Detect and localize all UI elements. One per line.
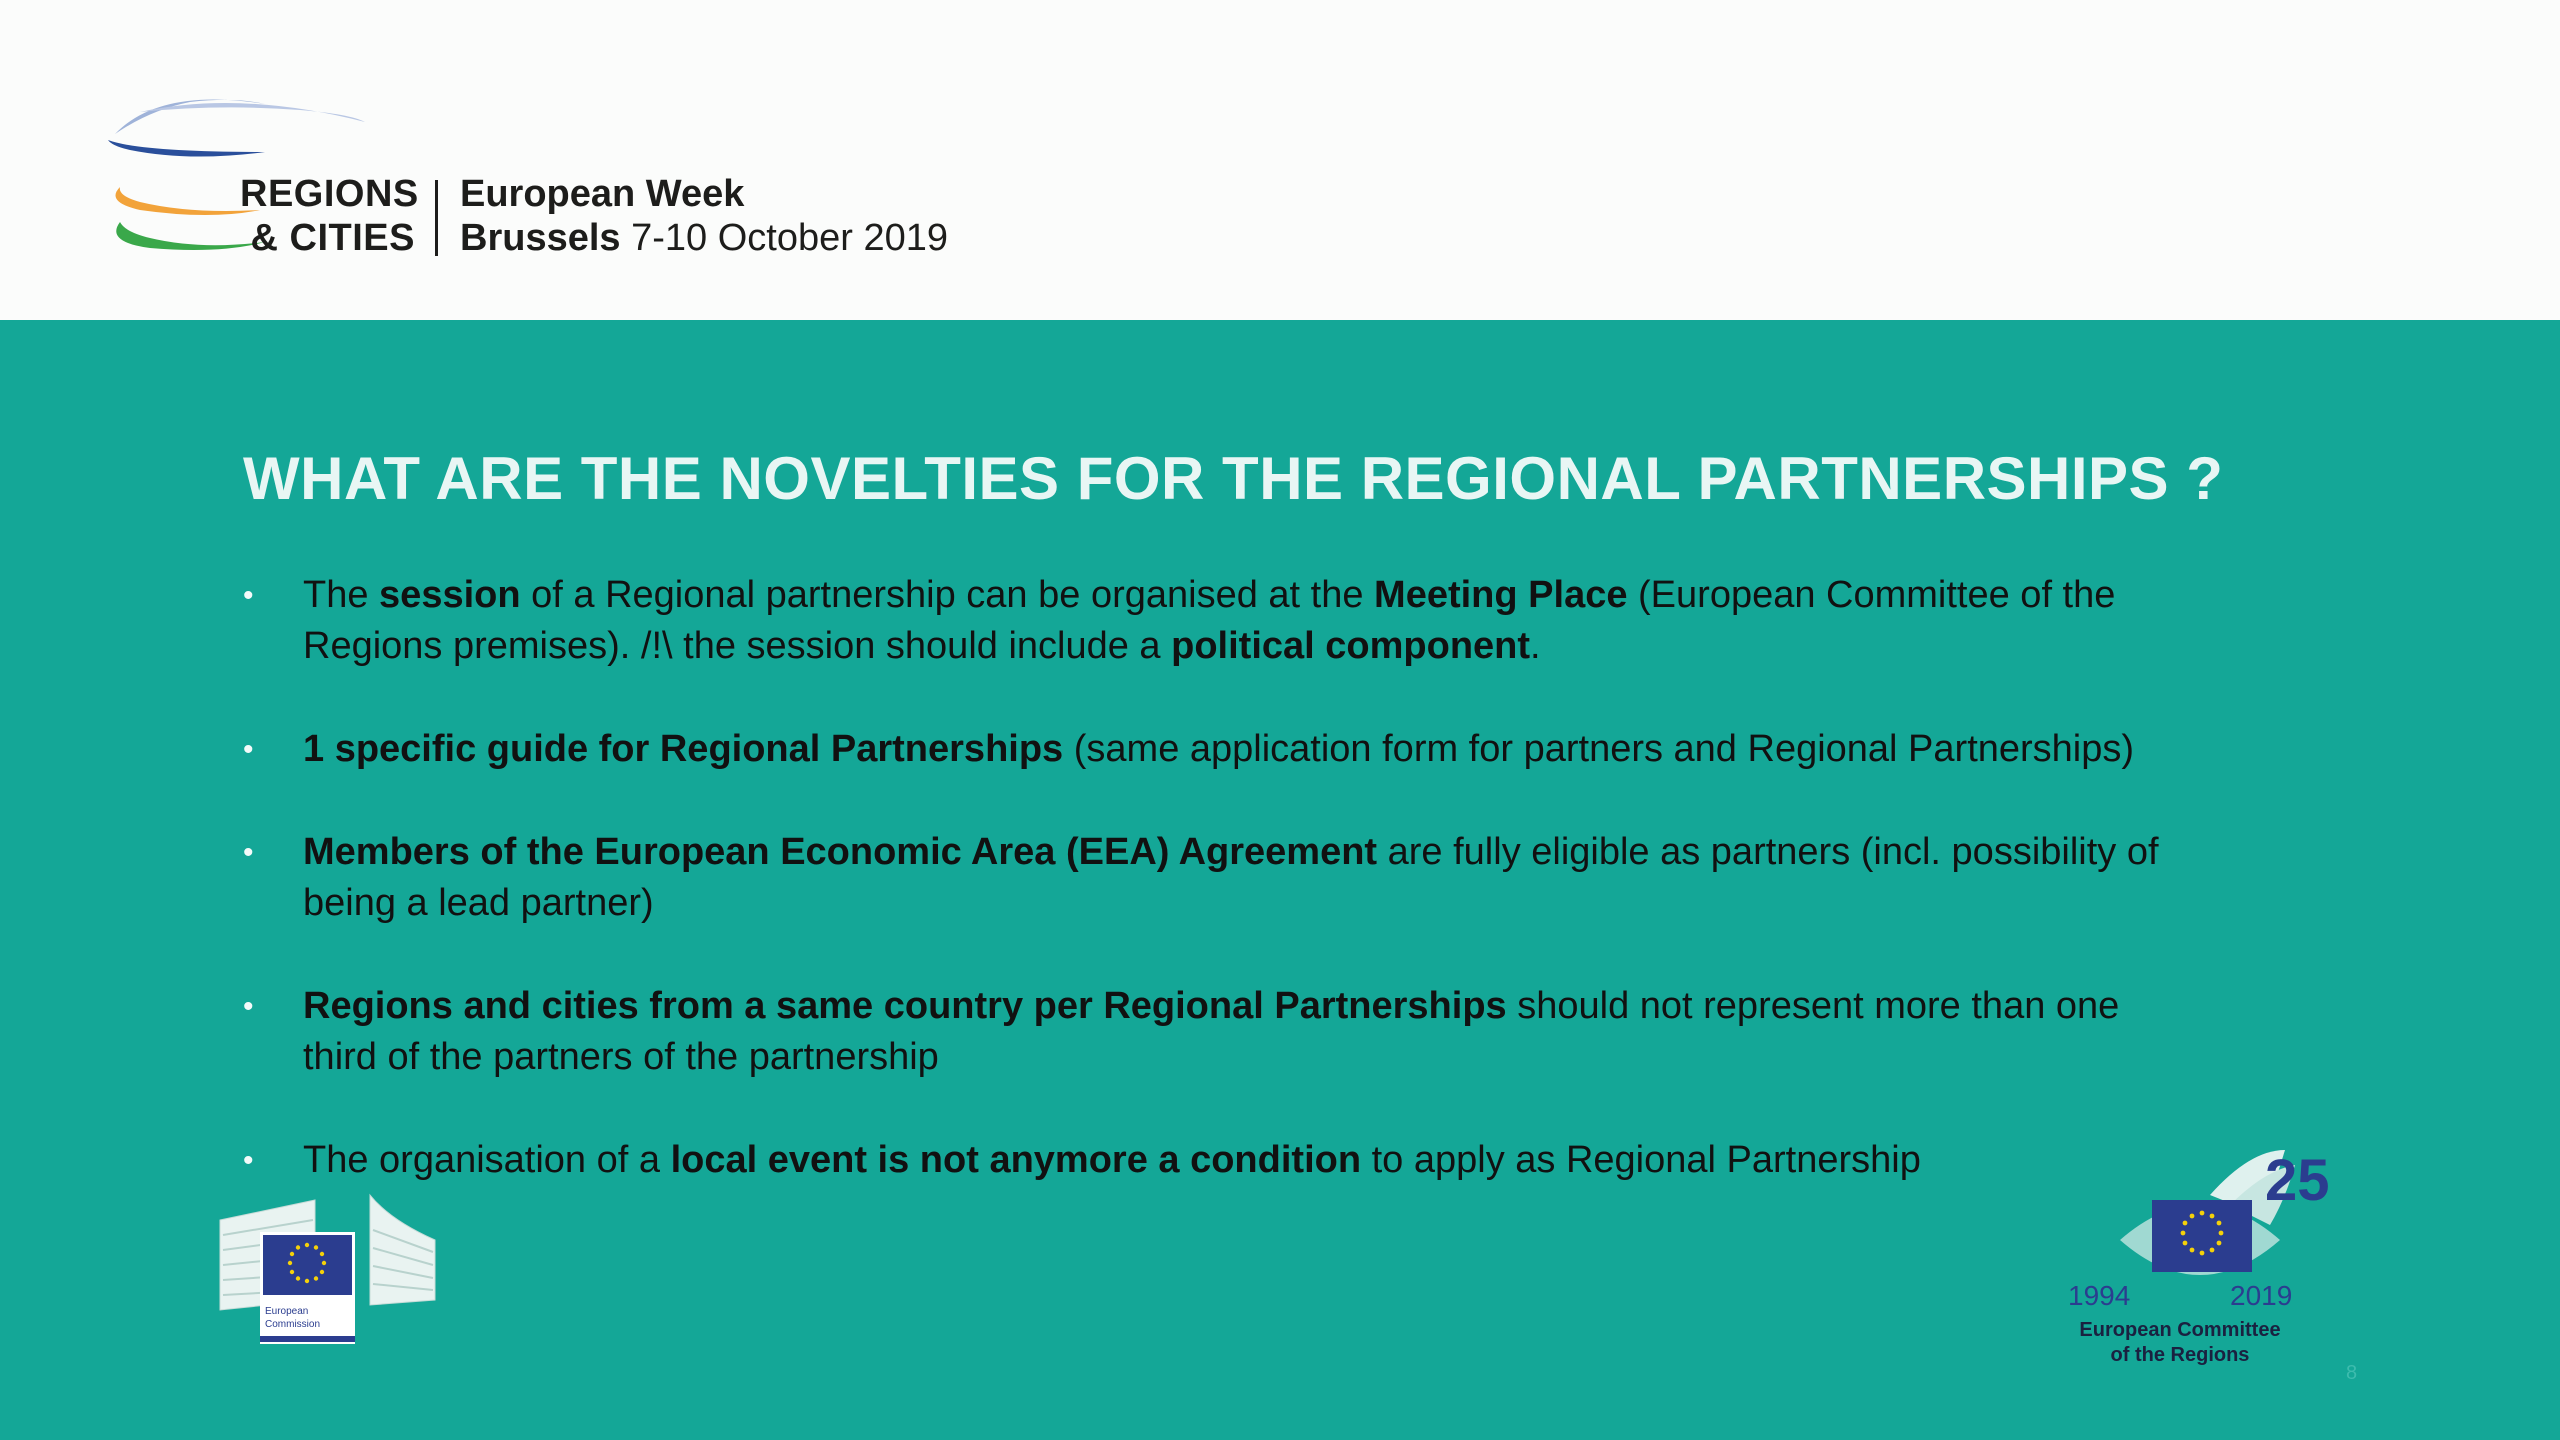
cor-name-line-1: European Committee	[2079, 1319, 2281, 1341]
bullet-dot-icon: •	[243, 1144, 254, 1177]
bullet-text: .	[1530, 625, 1541, 667]
european-commission-logo-icon	[215, 1190, 440, 1350]
bullet-item	[243, 981, 2163, 1083]
logo-event-title: European Week	[460, 173, 745, 215]
bullet-text: The organisation of a	[303, 1139, 671, 1181]
logo-dates: 7-10 October 2019	[631, 217, 948, 259]
bullet-bold-text: Members of the European Economic Area (EEA) Agreement	[303, 831, 1378, 873]
logo-divider	[435, 180, 438, 256]
bullet-text: should not represent more than one third of the partners of the partnership	[303, 985, 2120, 1078]
bullet-text: The	[303, 574, 380, 616]
bullet-item	[243, 1135, 2163, 1186]
logo-regions-line: REGIONS	[240, 173, 419, 215]
logo-regions-cities-text	[240, 172, 419, 260]
bullet-text: are fully eligible as partners (incl. possibility of being a lead partner)	[303, 831, 2159, 924]
bullet-text: of a Regional partnership can be organised at the	[520, 574, 1375, 616]
bullet-bold-text: local event is not anymore a condition	[670, 1139, 1362, 1181]
bullet-list	[243, 570, 2163, 1238]
bullet-bold-text: Regions and cities from a same country per Regional Partnerships	[303, 985, 1507, 1027]
bullet-text: to apply as Regional Partnership	[1361, 1139, 1921, 1181]
cor-name	[2040, 1318, 2320, 1368]
ec-logo-text-1: European	[265, 1306, 309, 1317]
bullet-dot-icon: •	[243, 990, 254, 1023]
bullet-item	[243, 827, 2163, 929]
bullet-dot-icon: •	[243, 836, 254, 869]
cor-year-start: 1994	[2068, 1280, 2131, 1311]
bullet-dot-icon: •	[243, 733, 254, 766]
bullet-bold-text: Meeting Place	[1374, 574, 1628, 616]
ec-logo-text-2: Commission	[265, 1319, 321, 1330]
bullet-bold-text: 1 specific guide for Regional Partnerships	[303, 728, 1064, 770]
bullet-item	[243, 570, 2163, 672]
cor-anniversary-number: 25	[2265, 1148, 2330, 1213]
page-number: 8	[2346, 1362, 2358, 1384]
cor-name-line-2: of the Regions	[2110, 1344, 2250, 1366]
logo-event-text	[460, 172, 948, 260]
cor-year-end: 2019	[2230, 1280, 2293, 1311]
logo-cities-line: & CITIES	[250, 217, 415, 259]
logo-city: Brussels	[460, 217, 621, 259]
slide-title: WHAT ARE THE NOVELTIES FOR THE REGIONAL PARTNERSHIPS ?	[243, 445, 2224, 512]
bullet-dot-icon: •	[243, 579, 254, 612]
bullet-text: (same application form for partners and Regional Partnerships)	[1063, 728, 2135, 770]
bullet-bold-text: session	[379, 574, 521, 616]
header	[0, 0, 2560, 320]
bullet-item	[243, 724, 2163, 775]
bullet-text: (European Committee of the Regions premises). /!\ the session should include a	[303, 574, 2116, 667]
bullet-bold-text: political component	[1171, 625, 1531, 667]
